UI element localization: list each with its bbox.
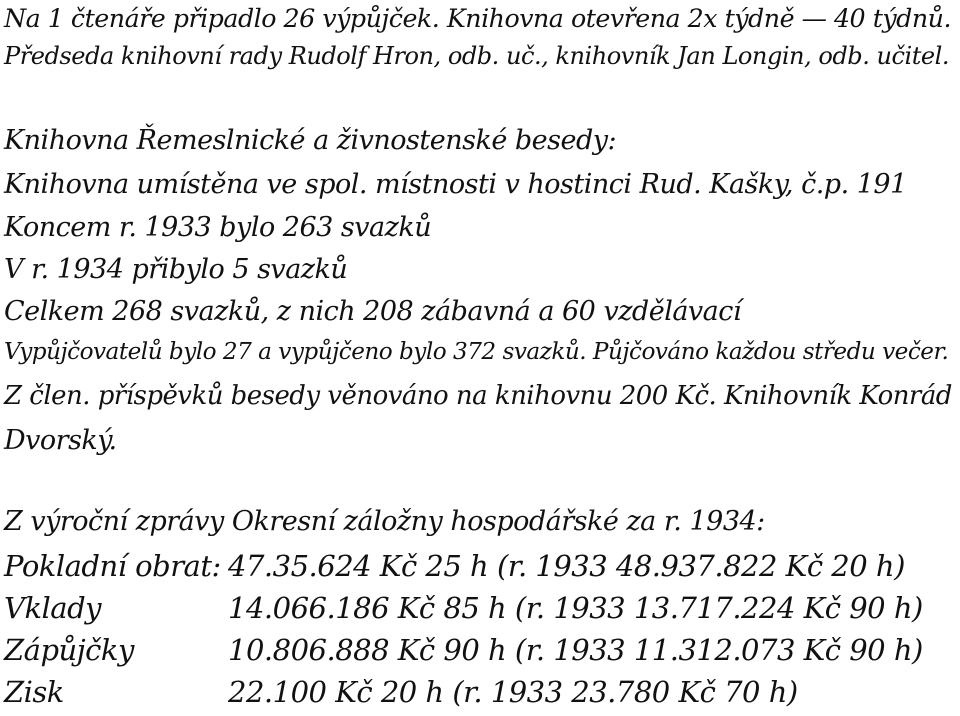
text-line-borrowers: Vypůjčovatelů bylo 27 a vypůjčeno bylo 372 svazků. Půjčováno každou středu večer. [4,339,949,365]
finance-row-value: 14.066.186 Kč 85 h (r. 1933 13.717.224 Kč 90 h) [228,591,923,625]
text-line-volumes-1933: Koncem r. 1933 bylo 263 svazků [4,212,432,243]
finance-row [4,633,923,667]
text-line-reader-stats: Na 1 čtenáře připadlo 26 výpůjček. Knihovna otevřena 2x týdně — 40 týdnů. [4,3,952,33]
text-line-volumes-total: Celkem 268 svazků, z nich 208 zábavná a 60 vzdělávací [4,296,742,327]
text-line-volumes-added-1934: V r. 1934 přibylo 5 svazků [4,254,348,285]
section-heading-library: Knihovna Řemeslnické a živnostenské besedy: [4,125,617,156]
finance-row [4,675,798,709]
text-line-contribution: Z člen. příspěvků besedy věnováno na knihovnu 200 Kč. Knihovník Konrád [4,381,952,411]
finance-row-value: 47.35.624 Kč 25 h (r. 1933 48.937.822 Kč 20 h) [228,549,905,583]
finance-row-label: Vklady [4,591,102,625]
finance-row [4,591,923,625]
finance-row-value: 10.806.888 Kč 90 h (r. 1933 11.312.073 Kč 90 h) [228,633,923,667]
section-heading-savings-bank: Z výroční zprávy Okresní záložny hospodářské za r. 1934: [4,506,765,537]
finance-row-label: Pokladní obrat: [4,549,221,583]
finance-row-label: Zisk [4,675,64,709]
finance-row-label: Zápůjčky [4,633,134,667]
text-line-library-location: Knihovna umístěna ve spol. místnosti v hostinci Rud. Kašky, č.p. 191 [4,169,907,200]
text-line-librarian: Dvorský. [4,425,117,456]
finance-row-value: 22.100 Kč 20 h (r. 1933 23.780 Kč 70 h) [228,675,798,709]
text-line-library-board: Předseda knihovní rady Rudolf Hron, odb. uč., knihovník Jan Longin, odb. učitel. [4,42,949,70]
finance-row [4,549,905,583]
